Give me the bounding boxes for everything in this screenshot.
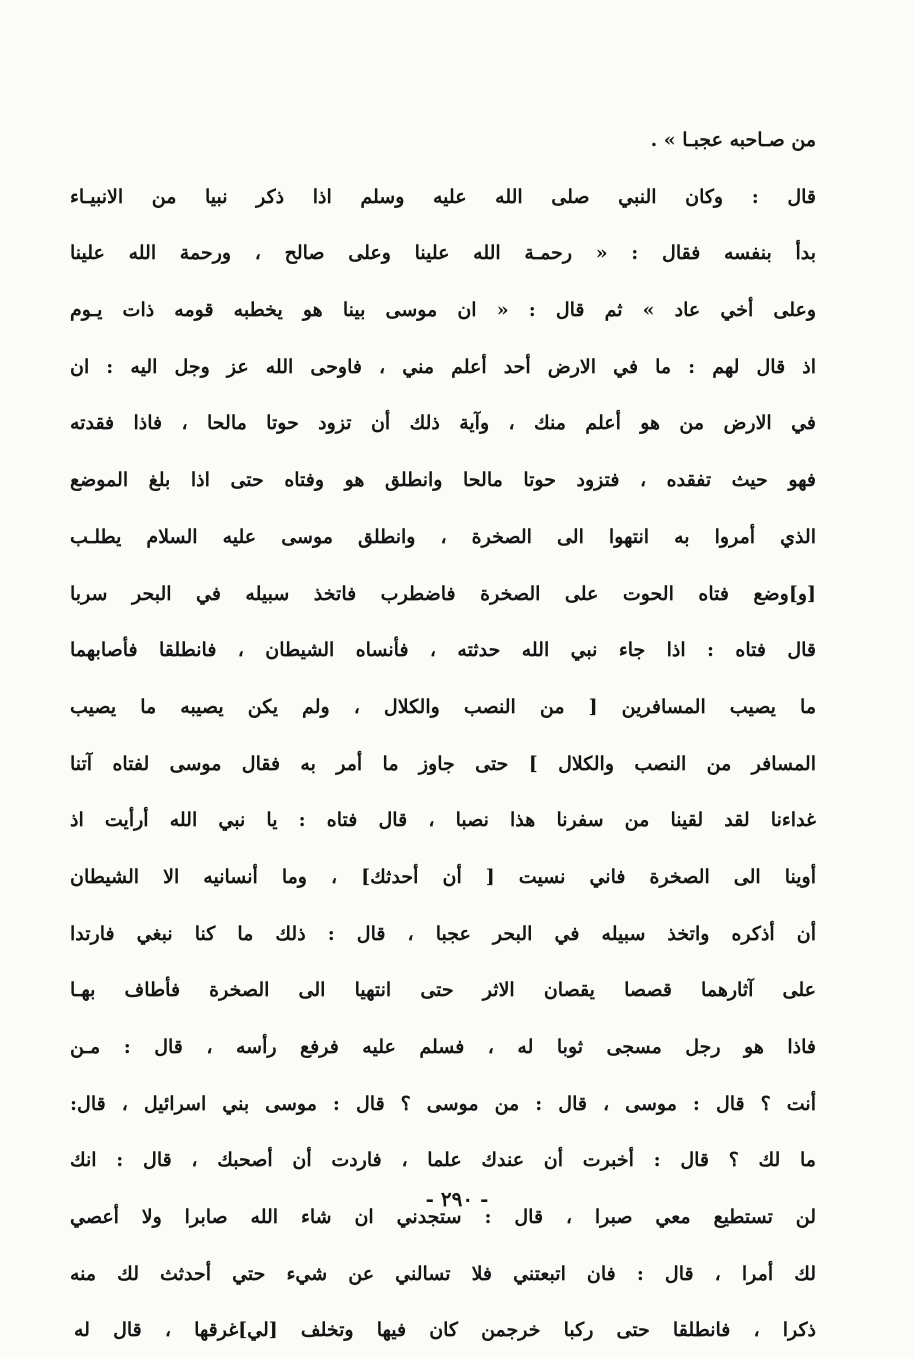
text-line: على آثارهما قصصا يقصان الاثر حتى انتهيا الى الصخرة فأطاف بهـا — [70, 979, 816, 1002]
page-number: - ٢٩٠ - — [425, 1187, 489, 1211]
text-line: من صـاحبه عجبـا » . — [650, 129, 816, 151]
text-line: وعلى أخي عاد » ثم قال : « ان موسى بينا هو يخطبه قومه ذات يـوم — [70, 299, 816, 322]
text-line: قال فتاه : اذا جاء نبي الله حدثته ، فأنساه الشيطان ، فانطلقا فأصابهما — [70, 639, 816, 662]
text-line: أن أذكره واتخذ سبيله في البحر عجبا ، قال : ذلك ما كنا نبغي فارتدا — [70, 922, 816, 945]
text-line: [و]وضع فتاه الحوت على الصخرة فاضطرب فاتخذ سبيله في البحر سربا — [70, 582, 816, 605]
text-line: أوينا الى الصخرة فاني نسيت [ أن أحدثك] ، وما أنسانيه الا الشيطان — [70, 865, 816, 888]
text-line: فهو حيث تفقده ، فتزود حوتا مالحا وانطلق هو وفتاه حتى اذا بلغ الموضع — [70, 469, 816, 492]
text-line: بدأ بنفسه فقال : « رحمـة الله علينا وعلى صالح ، ورحمة الله علينا — [70, 242, 816, 265]
text-line: ما يصيب المسافرين [ من النصب والكلال ، ولم يكن يصيبه ما يصيب — [70, 695, 816, 718]
text-line: قال : وكان النبي صلى الله عليه وسلم اذا ذكر نبيا من الانبيـاء — [70, 185, 816, 208]
body-text — [70, 112, 816, 1359]
text-line: أنت ؟ قال : موسى ، قال : من موسى ؟ قال : موسى بني اسرائيل ، قال: — [70, 1092, 816, 1115]
text-line: فاذا هو رجل مسجى ثوبا له ، فسلم عليه فرفع رأسه ، قال : مـن — [70, 1036, 816, 1058]
text-line: الذي أمروا به انتهوا الى الصخرة ، وانطلق موسى عليه السلام يطلـب — [70, 525, 816, 548]
text-line: غداءنا لقد لقينا من سفرنا هذا نصبا ، قال فتاه : يا نبي الله أرأيت اذ — [70, 809, 816, 832]
text-line: اذ قال لهم : ما في الارض أحد أعلم مني ، فاوحى الله عز وجل اليه : ان — [70, 355, 816, 378]
text-line: ما لك ؟ قال : أخبرت أن عندك علما ، فاردت أن أصحبك ، قال : انك — [70, 1149, 816, 1172]
text-line: في الارض من هو أعلم منك ، وآية ذلك أن تزود حوتا مالحا ، فاذا فقدته — [70, 412, 816, 435]
text-line: لن تستطيع معي صبرا ، قال : ستجدني ان شاء الله صابرا ولا أعصي — [70, 1206, 816, 1229]
text-line: لك أمرا ، قال : فان اتبعتني فلا تسالني عن شيء حتي أحدثث لك منه — [70, 1262, 816, 1285]
text-line: ذكرا ، فانطلقا حتى ركبا خرجمن كان فيها وتخلف [لي]غرقها ، قال له — [74, 1319, 816, 1342]
text-line: المسافر من النصب والكلال ] حتى جاوز ما أمر به فقال موسى لفتاه آتنا — [70, 752, 816, 775]
